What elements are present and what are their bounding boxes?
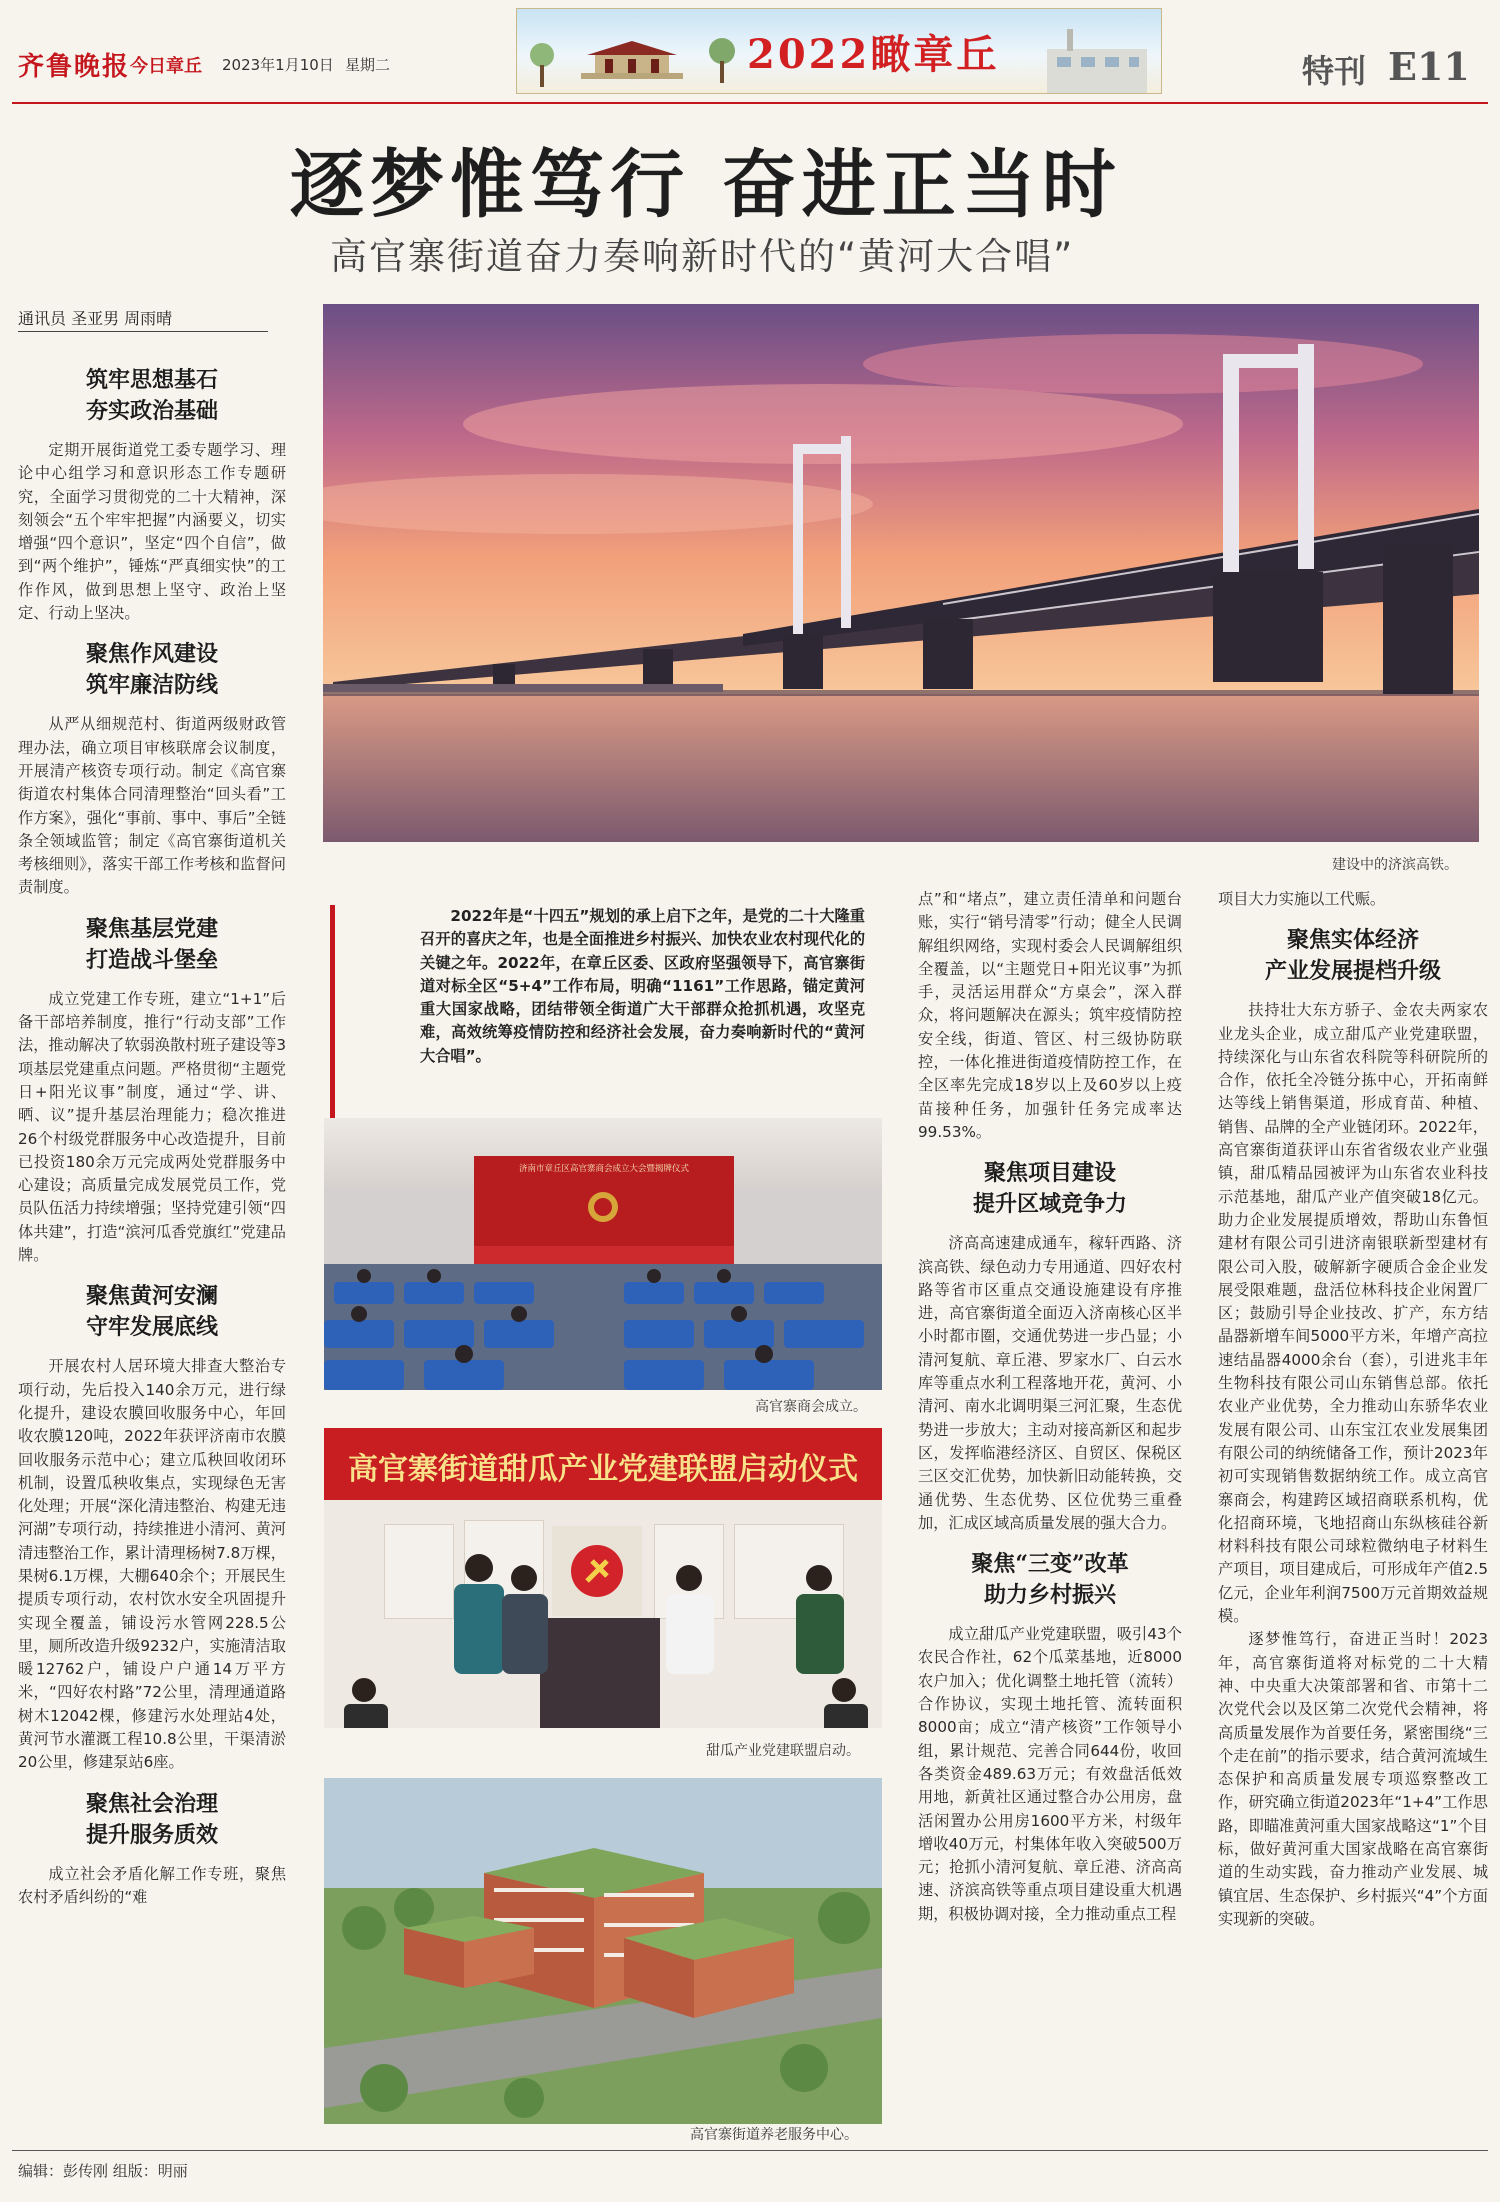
alliance-banner-text: 高官寨街道甜瓜产业党建联盟启动仪式 (348, 1452, 858, 1487)
section-label: 特刊 (1302, 52, 1367, 90)
page-number: E11 (1388, 44, 1470, 89)
text-column-1 (18, 365, 286, 2140)
body-paragraph: 成立党建工作专班，建立“1+1”后备干部培养制度，推行“行动支部”工作法，推动解决了软弱涣散村班子建设等3项基层党建重点问题。严格贯彻“主题党日+阳光议事”制度，通过“学、讲、晒、议”提升基层治理能力；稳次推进26个村级党群服务中心改造提升，目前已投资180余万元完成两处党群服务中心建设；高质量完成发展党员工作，党员队伍活力持续增强；坚持党建引领“四体共建”，打造“滨河瓜香党旗红”党建品牌。 (18, 989, 286, 1265)
bridge-illustration (323, 304, 1479, 842)
audience-seats (324, 1264, 882, 1390)
footer-rule (12, 2150, 1488, 2151)
masthead (0, 0, 1500, 118)
bridge-photo (323, 304, 1479, 842)
section-heading: 聚焦作风建设 筑牢廉洁防线 (85, 641, 218, 699)
body-paragraph: 点”和“堵点”，建立责任清单和问题台账，实行“销号清零”行动；健全人民调解组织网络，实现村委会人民调解组织全覆盖，以“主题党日+阳光议事”为抓手，灵活运用群众“方桌会”，深入群众，将问题解决在源头；筑牢疫情防控安全线，街道、管区、村三级协防联控，一体化推进街道疫情防控工作，在全区率先完成18岁以上及60岁以上疫苗接种任务，加强针任务完成率达99.53%。 (918, 890, 1182, 1141)
body-paragraph: 扶持壮大东方骄子、金农夫两家农业龙头企业，成立甜瓜产业党建联盟，持续深化与山东省农科院等科研院所的合作，依托全冷链分拣中心，开拓南鲜达等线上销售渠道，形成育苗、种植、销售、品牌的全产业链闭环。2022年，高官寨街道获评山东省省级农业产业强镇，甜瓜精品园被评为山东省农业科技示范基地，甜瓜产业产值突破18亿元。助力企业发展提质增效，帮助山东鲁恒建材有限公司引进济南银联新型建材有限公司入股，破解新字硬质合金企业发展受限难题，盘活位林科技企业闲置厂区；鼓励引导企业技改、扩产，东方结晶器新增车间5000平方米，年增产高拉速结晶器4000余台（套），引进兆丰年生物科技有限公司山东销售总部。依托农业产业优势，全力推动山东骄华农业发展有限公司、山东宝江农业发展集团有限公司的纳统储备工作，预计2023年初可实现销售数据纳统工作。成立高官寨商会，构建跨区域招商联系机构，优化招商环境，飞地招商山东纵核硅谷新材料科技有限公司球粒微纳电子材料生产项目，项目建成后，可形成年产值2.5亿元，企业年利润7500万元首期效益规模。 (1218, 1001, 1488, 1626)
factory-illustration-icon (1037, 27, 1157, 93)
elderly-center-illustration (324, 1778, 882, 2124)
section-heading: 聚焦项目建设 提升区域竞争力 (972, 1160, 1127, 1218)
section-heading: 聚焦“三变”改革 助力乡村振兴 (971, 1551, 1129, 1609)
building-illustration-icon (577, 39, 687, 79)
editor-credit: 编辑：彭传刚 组版：明丽 (18, 2162, 188, 2180)
header-rule (12, 102, 1488, 104)
bridge-photo-caption: 建设中的济滨高铁。 (1332, 857, 1458, 873)
body-paragraph: 项目大力实施以工代赈。 (1218, 890, 1386, 908)
text-column-3 (918, 888, 1182, 2143)
publication-weekday: 星期二 (345, 56, 391, 74)
chamber-meeting-caption: 高官寨商会成立。 (755, 1399, 867, 1415)
banner-title: 2022瞰章丘 (747, 31, 1000, 78)
elderly-center-caption: 高官寨街道养老服务中心。 (690, 2127, 858, 2143)
section-heading: 筑牢思想基石 夯实政治基础 (85, 367, 218, 424)
chamber-meeting-photo (324, 1118, 882, 1390)
body-paragraph: 成立社会矛盾化解工作专班，聚焦农村矛盾纠纷的“难 (18, 1864, 286, 1906)
section-heading: 聚焦基层党建 打造战斗堡垒 (85, 915, 218, 973)
body-paragraph: 济高高速建成通车，稼轩西路、济滨高铁、绿色动力专用通道、四好农村路等省市区重点交通设施建设有序推进，高官寨街道全面迈入济南核心区半小时都市圈，交通优势进一步凸显；小清河复航、章丘港、罗家水厂、白云水库等重点水利工程落地开花，黄河、小清河、南水北调明渠三河汇聚，生态优势进一步放大；主动对接高新区和起步区，发挥临港经济区、自贸区、保税区三区交汇优势，加快新旧动能转换，交通优势、生态优势、区位优势三重叠加，汇成区域高质量发展的强大合力。 (918, 1234, 1182, 1532)
body-paragraph: 逐梦惟笃行，奋进正当时！2023年，高官寨街道将对标党的二十大精神、中央重大决策部署和省、市第十二次党代会以及区第二次党代会精神，将高质量发展作为首要任务，紧密围绕“三个走在前”的指示要求，结合黄河流域生态保护和高质量发展专项巡察整改工作，研究确立街道2023年“1+4”工作思路，即瞄准黄河重大国家战略这“1”个目标，做好黄河重大国家战略在高官寨街道的生动实践，奋力推动产业发展、城镇宜居、生态保护、乡村振兴“4”个方面实现新的突破。 (1218, 1630, 1488, 1928)
meeting-banner-text: 济南市章丘区高官寨商会成立大会暨揭牌仪式 (518, 1164, 689, 1174)
article-subheadline: 高官寨街道奋力奏响新时代的“黄河大合唱” (330, 235, 1075, 278)
byline: 通讯员 圣亚男 周雨晴 (18, 306, 268, 332)
article-headline: 逐梦惟笃行 奋进正当时 (290, 142, 1122, 228)
melon-alliance-caption: 甜瓜产业党建联盟启动。 (706, 1743, 860, 1759)
edition-name: 今日章丘 (130, 56, 202, 77)
body-paragraph: 开展农村人居环境大排查大整治专项行动，先后投入140余万元，进行绿化提升，建设农膜回收服务中心，年回收农膜120吨，2022年获评济南市农膜回收服务示范中心；建立瓜秧回收闭环机制，设置瓜秧收集点，实现绿色无害化处理；开展“深化清违整治、构建无违河湖”专项行动，持续推进小清河、黄河清违整治工作，累计清理杨树7.8万棵，果树6.1万棵，大棚640余个；开展民生提质专项行动，农村饮水安全巩固提升实现全覆盖，铺设污水管网228.5公里，厕所改造升级9232户，实施清洁取暖12762户，铺设户户通14万平方米，“四好农村路”72公里，清理通道路树木12042棵，修建污水处理站4处，黄河节水灌溉工程10.8公里，干渠清淤20公里，修建泵站6座。 (18, 1357, 286, 1772)
elderly-center-photo (324, 1778, 882, 2124)
melon-alliance-photo (324, 1428, 882, 1728)
text-column-4 (1218, 888, 1488, 2143)
lead-paragraph: 2022年是“十四五”规划的承上启下之年，是党的二十大隆重召开的喜庆之年，也是全面推进乡村振兴、加快农业农村现代化的关键之年。2022年，在章丘区委、区政府坚强领导下，高官寨街道对标全区“5+4”工作布局，明确“1161”工作思路，锚定黄河重大国家战略，团结带领全街道广大干部群众抢抓机遇，攻坚克难，高效统筹疫情防控和经济社会发展，奋力奏响新时代的“黄河大合唱”。 (420, 907, 865, 1065)
national-emblem-icon (586, 1190, 620, 1224)
newspaper-logo: 齐鲁晚报 (18, 52, 131, 82)
body-paragraph: 定期开展街道党工委专题学习、理论中心组学习和意识形态工作专题研究，全面学习贯彻党的二十大精神，深刻领会“五个牢牢把握”内涵要义，切实增强“四个意识”，坚定“四个自信”，做到“两个维护”，锤炼“严真细实快”的工作作风，做到思想上坚守、政治上坚定、行动上坚决。 (18, 441, 286, 623)
body-paragraph: 从严从细规范村、街道两级财政管理办法，确立项目审核联席会议制度，开展清产核资专项行动。制定《高官寨街道农村集体合同清理整治“回头看”工作方案》，强化“事前、事中、事后”全链条全领域监管；制定《高官寨街道机关考核细则》，落实干部工作考核和监督问责制度。 (18, 715, 286, 897)
section-banner (516, 8, 1162, 94)
publication-date: 2023年1月10日 (222, 56, 334, 74)
tree-icon (707, 35, 737, 85)
lead-accent-bar (330, 905, 335, 1120)
tree-icon (527, 39, 557, 89)
section-heading: 聚焦实体经济 产业发展提档升级 (1264, 927, 1441, 985)
section-heading: 聚焦社会治理 提升服务质效 (85, 1790, 218, 1848)
body-paragraph: 成立甜瓜产业党建联盟，吸引43个农民合作社，62个瓜菜基地，近8000农户加入；优化调整土地托管（流转）合作协议，实现土地托管、流转面积8000亩；成立“清产核资”工作领导小组，累计规范、完善合同644份，收回各类资金489.63万元；有效盘活低效用地，新黄社区通过整合办公用房，盘活闲置办公用房1600平方米，村级年增收40万元，村集体年收入突破500万元；抢抓小清河复航、章丘港、济高高速、济滨高铁等重点项目建设重大机遇期，积极协调对接，全力推动重点工程 (918, 1625, 1182, 1923)
officials-figures (324, 1428, 882, 1728)
section-heading: 聚焦黄河安澜 守牢发展底线 (85, 1283, 218, 1341)
